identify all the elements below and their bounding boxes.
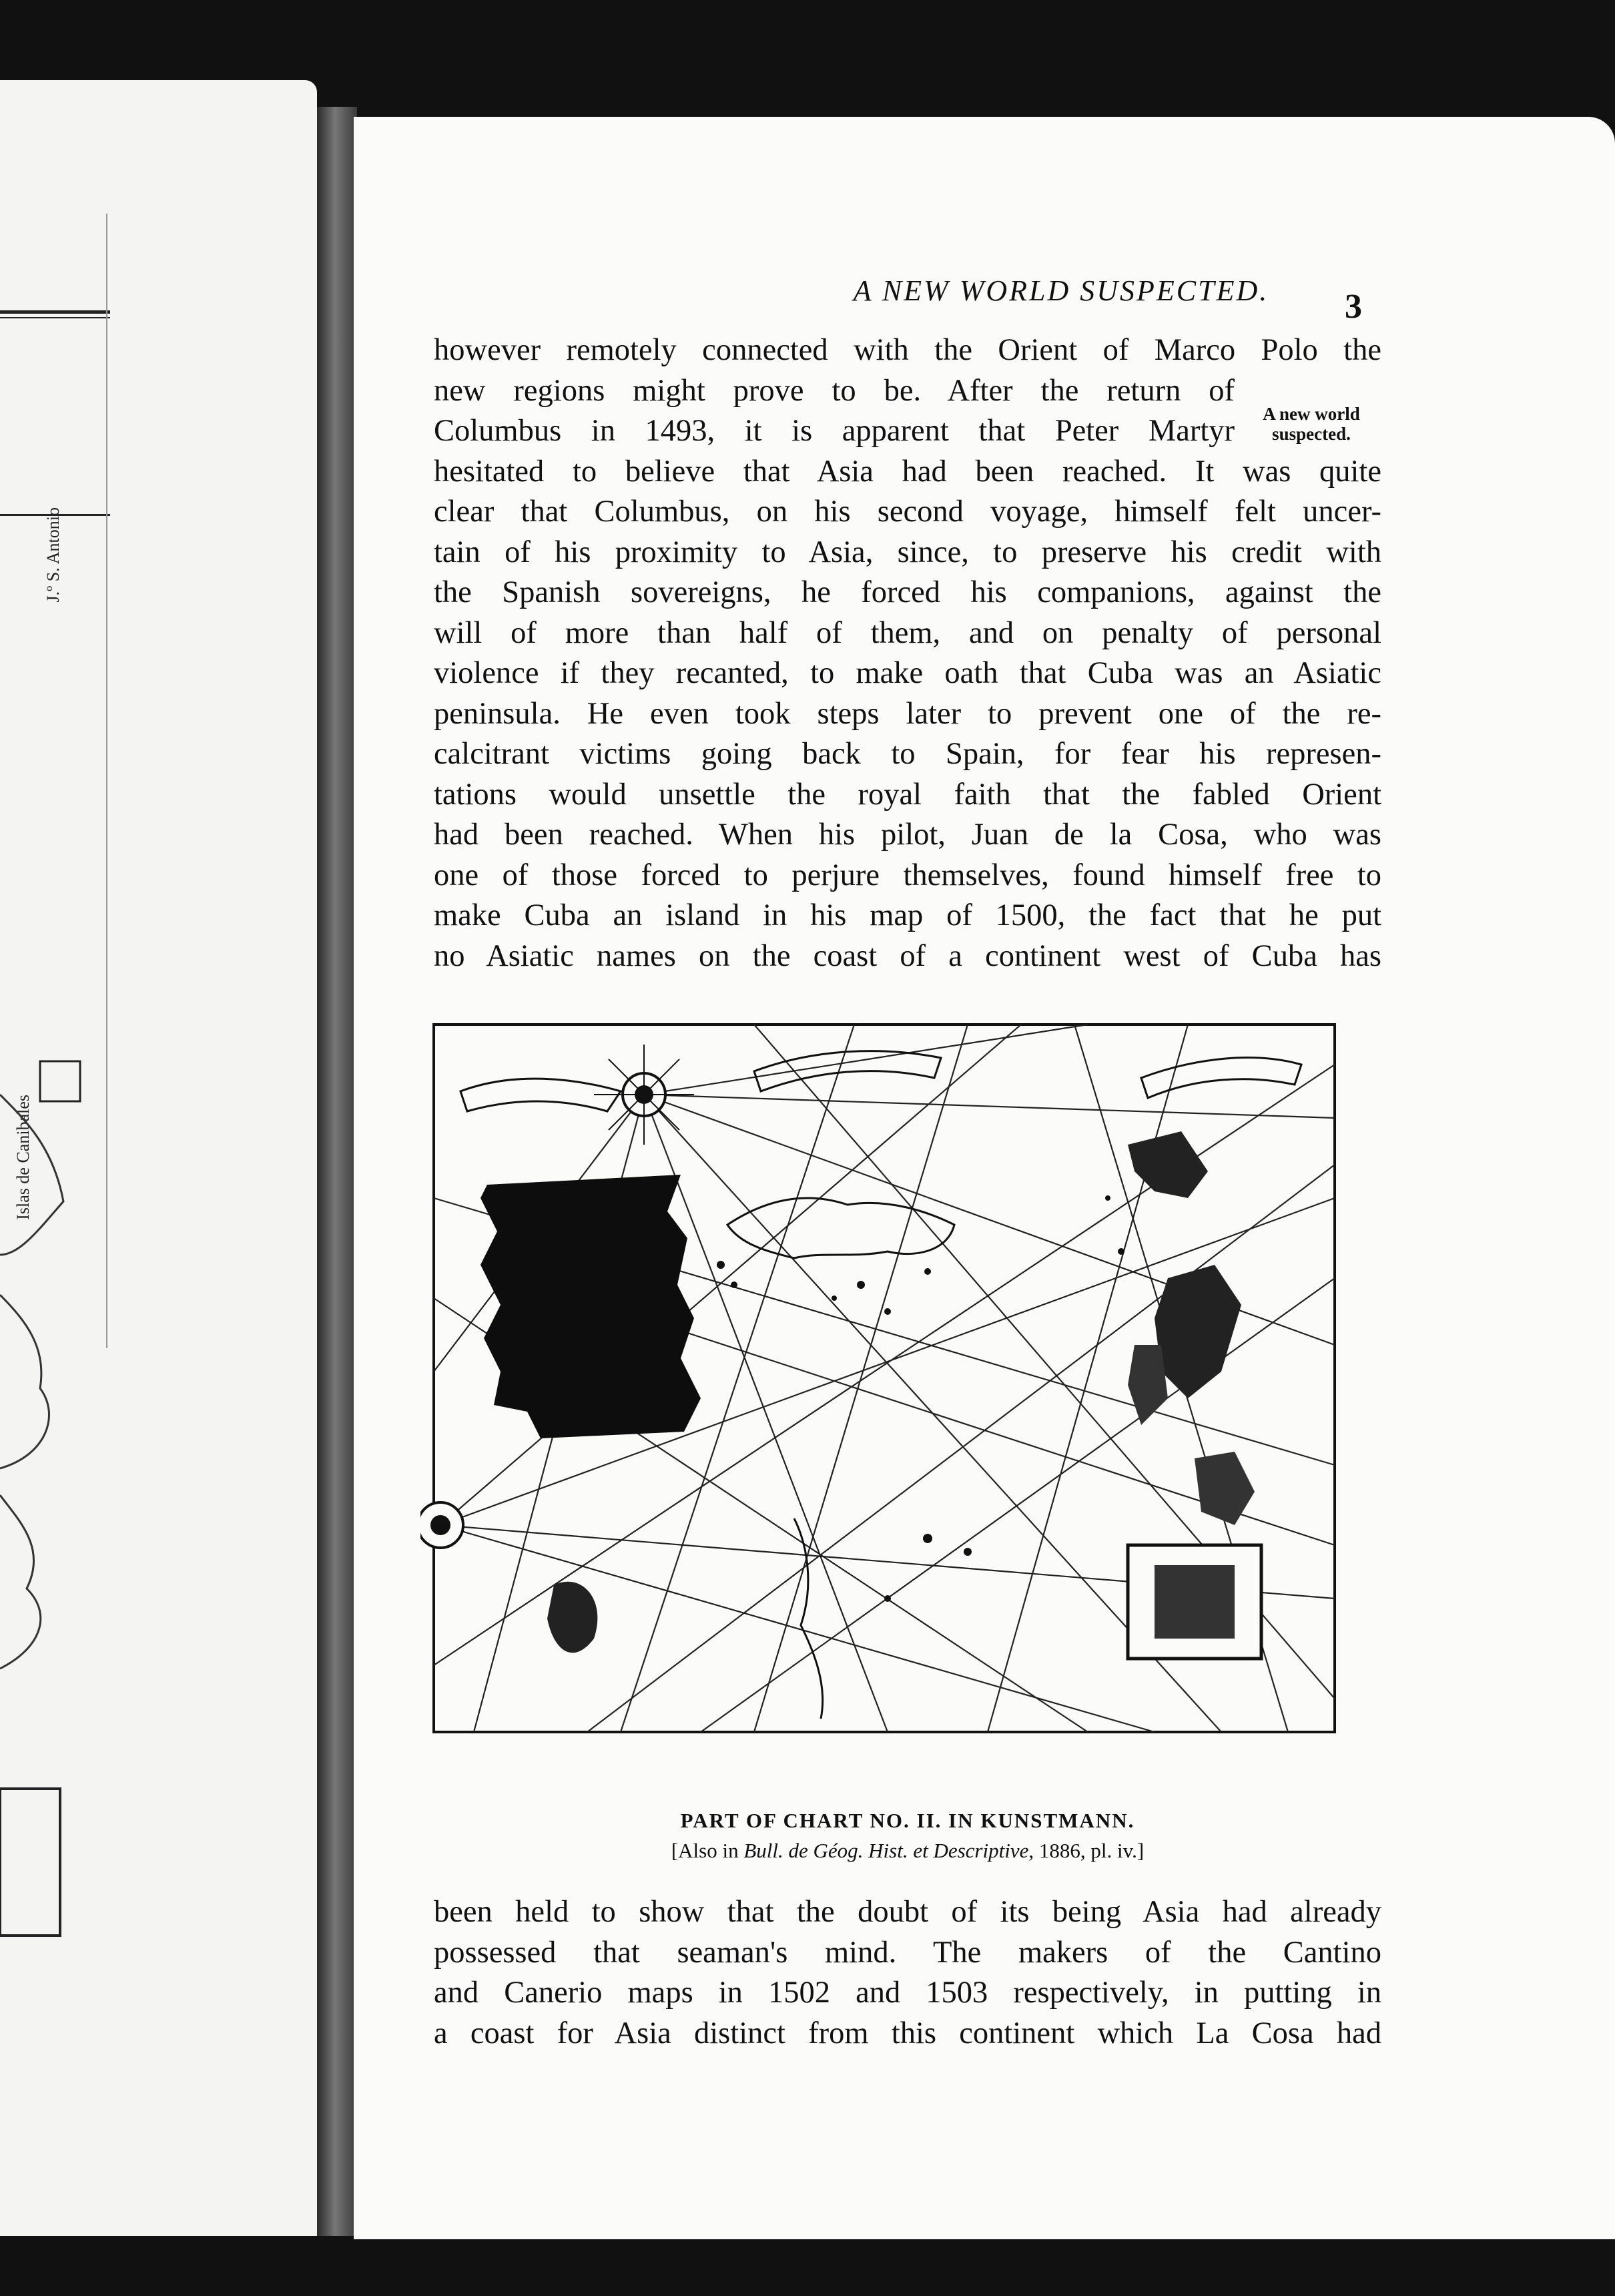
text-line: tain of his proximity to Asia, since, to preserve his credit with [434, 535, 1381, 569]
text-line: tations would unsettle the royal faith that the fabled Orient [434, 777, 1381, 812]
text-line: Columbus in 1493, it is apparent that Peter Martyr [434, 414, 1235, 448]
margin-note [1245, 404, 1378, 444]
caption-source-suffix: , 1886, pl. iv.] [1028, 1839, 1145, 1862]
text-line: and Canerio maps in 1502 and 1503 respectively, in putting in [434, 1976, 1381, 2010]
text-line: violence if they recanted, to make oath that Cuba was an Asiatic [434, 656, 1381, 690]
left-map-label-canibales: Islas de Canibales [13, 1095, 33, 1220]
text-line: the Spanish sovereigns, he forced his companions, against the [434, 575, 1381, 609]
portolan-chart-image [420, 998, 1348, 1752]
cartouche-emblem [1155, 1565, 1235, 1639]
text-line: possessed that seaman's mind. The makers of the Cantino [434, 1935, 1381, 1970]
text-line: one of those forced to perjure themselves, found himself free to [434, 858, 1381, 892]
text-line: a coast for Asia distinct from this continent which La Cosa had [434, 2016, 1381, 2050]
text-line: had been reached. When his pilot, Juan de la Cosa, who was [434, 818, 1381, 852]
figure-caption-title: PART OF CHART NO. II. IN KUNSTMANN. [680, 1809, 1135, 1832]
text-line: no Asiatic names on the coast of a continent west of Cuba has [434, 938, 1381, 973]
figure-caption-source [434, 1839, 1381, 1863]
margin-note-line: suspected. [1272, 424, 1351, 444]
text-line: will of more than half of them, and on penalty of personal [434, 615, 1381, 650]
compass-rose-left [420, 1502, 463, 1548]
margin-note-line: A new world [1263, 404, 1360, 424]
text-line: hesitated to believe that Asia had been reached. It was quite [434, 454, 1381, 489]
book-gutter [317, 107, 357, 2236]
page-number: 3 [1345, 288, 1362, 326]
body-text-bottom [434, 1892, 1381, 2054]
text-line: calcitrant victims going back to Spain, for fear his represen- [434, 737, 1381, 771]
running-head: A NEW WORLD SUSPECTED. [853, 274, 1269, 307]
dark-landmass [480, 1175, 701, 1438]
caption-source-journal: Bull. de Géog. Hist. et Descriptive [743, 1839, 1029, 1862]
kunstmann-chart-figure [420, 998, 1348, 1752]
left-map-fragment [0, 80, 317, 2236]
caption-source-prefix: [Also in [671, 1839, 744, 1862]
left-map-label-antonio: J.º S. Antonio [43, 507, 63, 603]
text-line: new regions might prove to be. After the return of [434, 373, 1235, 408]
text-line: been held to show that the doubt of its being Asia had already [434, 1895, 1381, 1929]
right-page [354, 117, 1615, 2239]
compass-rose-top [594, 1045, 694, 1145]
text-line: clear that Columbus, on his second voyage, himself felt uncer- [434, 495, 1381, 529]
text-line: peninsula. He even took steps later to prevent one of the re- [434, 696, 1381, 731]
text-line: however remotely connected with the Orient of Marco Polo the [434, 333, 1381, 367]
text-line: make Cuba an island in his map of 1500, the fact that he put [434, 898, 1381, 932]
left-page [0, 80, 317, 2236]
body-text-top [434, 330, 1381, 976]
